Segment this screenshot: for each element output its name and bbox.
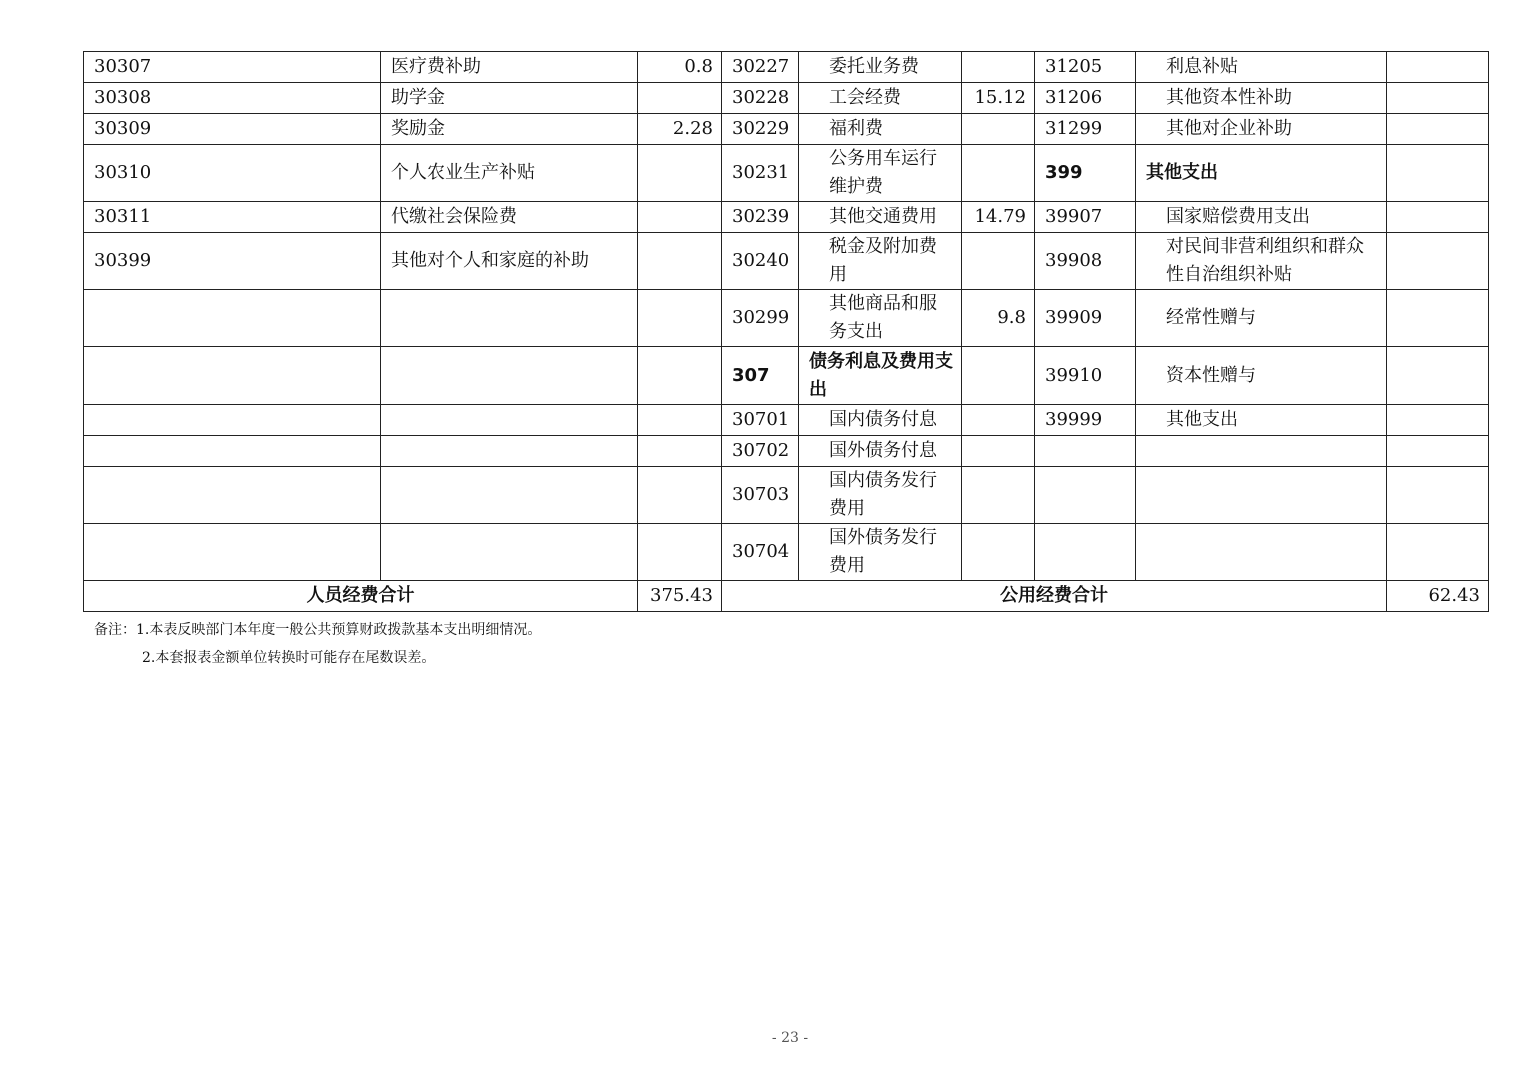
table-cell: 30309 [84, 114, 381, 145]
table-cell: 39999 [1035, 405, 1136, 436]
table-cell: 30240 [722, 233, 799, 290]
table-cell: 30703 [722, 467, 799, 524]
table-cell [1136, 524, 1387, 581]
table-cell: 其他资本性补助 [1136, 83, 1387, 114]
table-cell [1387, 202, 1489, 233]
table-cell: 9.8 [962, 290, 1035, 347]
table-cell: 其他商品和服务支出 [799, 290, 962, 347]
table-cell [638, 436, 722, 467]
table-cell [638, 233, 722, 290]
table-cell [1035, 467, 1136, 524]
table-cell [381, 347, 638, 405]
table-cell: 其他支出 [1136, 145, 1387, 202]
table-cell [84, 290, 381, 347]
table-cell: 0.8 [638, 52, 722, 83]
table-cell: 14.79 [962, 202, 1035, 233]
table-cell: 助学金 [381, 83, 638, 114]
table-cell: 30227 [722, 52, 799, 83]
table-cell [1387, 405, 1489, 436]
personnel-total-value: 375.43 [638, 581, 722, 612]
table-row [84, 145, 1489, 202]
table-cell [1136, 436, 1387, 467]
table-cell: 30310 [84, 145, 381, 202]
table-row [84, 405, 1489, 436]
table-cell: 30399 [84, 233, 381, 290]
table-cell: 对民间非营利组织和群众性自治组织补贴 [1136, 233, 1387, 290]
totals-row [84, 581, 1489, 612]
table-cell: 2.28 [638, 114, 722, 145]
table-cell [638, 145, 722, 202]
table-cell: 30231 [722, 145, 799, 202]
table-cell: 国内债务发行费用 [799, 467, 962, 524]
table-cell: 307 [722, 347, 799, 405]
table-cell [962, 524, 1035, 581]
table-cell: 国家赔偿费用支出 [1136, 202, 1387, 233]
table-cell [1387, 83, 1489, 114]
table-cell [84, 347, 381, 405]
table-row [84, 290, 1489, 347]
table-row [84, 202, 1489, 233]
table-cell: 399 [1035, 145, 1136, 202]
table-cell: 委托业务费 [799, 52, 962, 83]
expenditure-detail-table [83, 51, 1489, 612]
table-cell [962, 114, 1035, 145]
table-cell: 代缴社会保险费 [381, 202, 638, 233]
table-cell: 资本性赠与 [1136, 347, 1387, 405]
table-cell: 39907 [1035, 202, 1136, 233]
table-row [84, 347, 1489, 405]
table-cell: 福利费 [799, 114, 962, 145]
table-cell [638, 524, 722, 581]
table-cell: 公务用车运行维护费 [799, 145, 962, 202]
table-cell [84, 405, 381, 436]
table-cell: 债务利息及费用支出 [799, 347, 962, 405]
table-cell: 医疗费补助 [381, 52, 638, 83]
table-cell: 奖励金 [381, 114, 638, 145]
public-total-label: 公用经费合计 [722, 581, 1387, 612]
table-cell: 30701 [722, 405, 799, 436]
table-cell: 30702 [722, 436, 799, 467]
table-cell: 利息补贴 [1136, 52, 1387, 83]
table-cell [1387, 145, 1489, 202]
table-cell: 15.12 [962, 83, 1035, 114]
table-cell [962, 145, 1035, 202]
table-cell: 30308 [84, 83, 381, 114]
table-cell [1387, 114, 1489, 145]
table-cell [1387, 347, 1489, 405]
table-row [84, 83, 1489, 114]
table-row [84, 114, 1489, 145]
table-cell [381, 467, 638, 524]
table-cell [638, 83, 722, 114]
table-cell: 30299 [722, 290, 799, 347]
table-cell [1387, 290, 1489, 347]
table-cell [962, 436, 1035, 467]
table-cell [84, 436, 381, 467]
table-cell: 国外债务付息 [799, 436, 962, 467]
table-row [84, 52, 1489, 83]
table-cell: 税金及附加费用 [799, 233, 962, 290]
table-cell [962, 52, 1035, 83]
table-cell [638, 202, 722, 233]
table-cell [381, 436, 638, 467]
footnote-2: 2.本套报表金额单位转换时可能存在尾数误差。 [142, 650, 436, 666]
table-cell: 经常性赠与 [1136, 290, 1387, 347]
table-cell [1035, 436, 1136, 467]
table-cell [638, 347, 722, 405]
table-cell: 其他对个人和家庭的补助 [381, 233, 638, 290]
footnote-1: 备注：1.本表反映部门本年度一般公共预算财政拨款基本支出明细情况。 [94, 622, 542, 638]
table-cell: 30228 [722, 83, 799, 114]
table-cell: 国外债务发行费用 [799, 524, 962, 581]
table-body [84, 52, 1489, 612]
table-cell [962, 233, 1035, 290]
public-total-value: 62.43 [1387, 581, 1489, 612]
table-cell: 国内债务付息 [799, 405, 962, 436]
table-cell: 39909 [1035, 290, 1136, 347]
table-cell: 其他对企业补助 [1136, 114, 1387, 145]
table-cell: 其他交通费用 [799, 202, 962, 233]
table-row [84, 233, 1489, 290]
table-cell: 39908 [1035, 233, 1136, 290]
table-cell: 31205 [1035, 52, 1136, 83]
table-cell: 31206 [1035, 83, 1136, 114]
table-cell [638, 467, 722, 524]
table-cell [1387, 436, 1489, 467]
table-cell [1387, 233, 1489, 290]
table-cell [381, 405, 638, 436]
table-cell [1035, 524, 1136, 581]
table-cell: 工会经费 [799, 83, 962, 114]
table-cell: 30311 [84, 202, 381, 233]
personnel-total-label: 人员经费合计 [84, 581, 638, 612]
table-cell [84, 524, 381, 581]
table-cell: 31299 [1035, 114, 1136, 145]
table-row [84, 524, 1489, 581]
table-cell: 30239 [722, 202, 799, 233]
table-cell: 30307 [84, 52, 381, 83]
table-cell [84, 467, 381, 524]
table-cell [381, 524, 638, 581]
table-cell [962, 405, 1035, 436]
table-cell [1387, 467, 1489, 524]
table-cell: 39910 [1035, 347, 1136, 405]
table-row [84, 436, 1489, 467]
table-cell: 30704 [722, 524, 799, 581]
table-cell [962, 467, 1035, 524]
table-cell: 其他支出 [1136, 405, 1387, 436]
page-number: - 23 - [771, 1030, 809, 1046]
table-cell [381, 290, 638, 347]
table-cell [638, 405, 722, 436]
table-cell [1387, 52, 1489, 83]
table-cell: 个人农业生产补贴 [381, 145, 638, 202]
table-cell: 30229 [722, 114, 799, 145]
table-cell [1136, 467, 1387, 524]
table-cell [1387, 524, 1489, 581]
table-cell [962, 347, 1035, 405]
table-cell [638, 290, 722, 347]
table-row [84, 467, 1489, 524]
